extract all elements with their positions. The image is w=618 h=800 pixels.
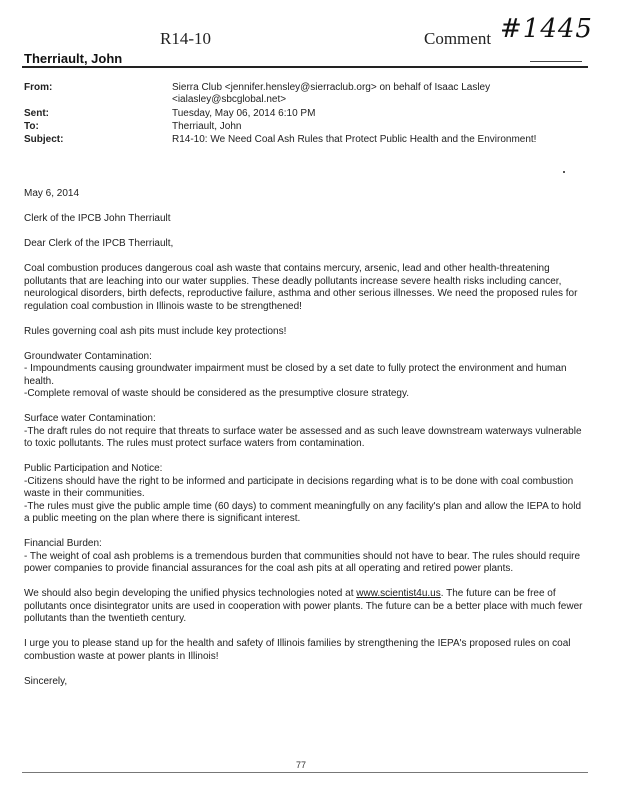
letter-body [24, 188, 584, 701]
letter-intro: Coal combustion produces dangerous coal ash waste that contains mercury, arsenic, lead and other health-threatening pollutants that are leaching into our water supplies. These deadly pollutants increase severe health risks including cancer, neurological disorders, birth defects, reproductive failure, asthma and other serious illnesses. We need the proposed rules for regulation coal combustion in Illinois waste to be strengthened! [24, 263, 578, 312]
sent-label: Sent: [24, 108, 49, 119]
to-label: To: [24, 121, 39, 132]
scan-speck [563, 171, 565, 173]
footer-rule [22, 772, 588, 773]
unified-paragraph [24, 588, 584, 626]
author-name: Therriault, John [24, 51, 123, 66]
letter-closing: Sincerely, [24, 675, 68, 687]
unified-text-after: . The future can be free of pollutants once disintegrator units are used in cooperation with power plants. The future can be a better place with much fewer pollutants than the twentieth century. [24, 588, 583, 624]
surface-section [24, 413, 584, 451]
handwritten-comment-number [500, 14, 600, 58]
to-value: Therriault, John [172, 121, 242, 132]
from-label: From: [24, 82, 53, 93]
comment-label: Comment [424, 29, 492, 48]
groundwater-heading: Groundwater Contamination: [24, 350, 152, 362]
public-section [24, 463, 584, 526]
unified-text-before: We should also begin developing the unified physics technologies noted at [24, 588, 357, 599]
surface-heading: Surface water Contamination: [24, 413, 156, 424]
public-point-2: -The rules must give the public ample time (60 days) to comment meaningfully on any facility's plan and allow the IEPA to hold a public meeting on the plan where there is significant interest. [24, 500, 582, 524]
subject-label: Subject: [24, 134, 64, 145]
subject-value: R14-10: We Need Coal Ash Rules that Protect Public Health and the Environment! [172, 134, 537, 145]
financial-section [24, 538, 584, 576]
public-point-1: -Citizens should have the right to be informed and participate in decisions regarding what is to be done with coal combustion waste in their communities. [24, 475, 574, 499]
financial-point-1: - The weight of coal ash problems is a tremendous burden that communities should not have to bear. The rules should require power companies to provide financial assurances for the coal ash pits at all operating and retired power plants. [24, 550, 581, 574]
scientist-link[interactable]: www.scientist4u.us [356, 588, 441, 599]
header-stub-rule [530, 61, 582, 62]
letter-date: May 6, 2014 [24, 188, 80, 199]
header-rule [22, 66, 588, 68]
from-value: Sierra Club <jennifer.hensley@sierraclub.org> on behalf of Isaac Lasley <ialasley@sbcglobal.net> [172, 82, 491, 105]
groundwater-point-1: - Impoundments causing groundwater impairment must be closed by a set date to fully protect the environment and human health. [24, 363, 567, 387]
groundwater-section [24, 351, 584, 401]
surface-point-1: -The draft rules do not require that threats to surface water be assessed and as such leave downstream waterways vulnerable to toxic pollutants. The rules must protect surface waters from contamination. [24, 425, 582, 449]
sent-value: Tuesday, May 06, 2014 6:10 PM [172, 108, 316, 119]
docket-number: R14-10 [160, 29, 211, 48]
financial-heading: Financial Burden: [24, 538, 102, 549]
page-number: 77 [296, 760, 307, 770]
letter-salutation: Dear Clerk of the IPCB Therriault, [24, 238, 174, 249]
comment-number: #1445 [500, 14, 593, 44]
public-heading: Public Participation and Notice: [24, 463, 163, 474]
letter-addressee: Clerk of the IPCB John Therriault [24, 213, 171, 224]
letter-key-line: Rules governing coal ash pits must include key protections! [24, 325, 287, 337]
groundwater-point-2: -Complete removal of waste should be considered as the presumptive closure strategy. [24, 388, 410, 399]
letter-urge: I urge you to please stand up for the health and safety of Illinois families by strengthening the IEPA's proposed rules on coal combustion waste at power plants in Illinois! [24, 638, 571, 662]
